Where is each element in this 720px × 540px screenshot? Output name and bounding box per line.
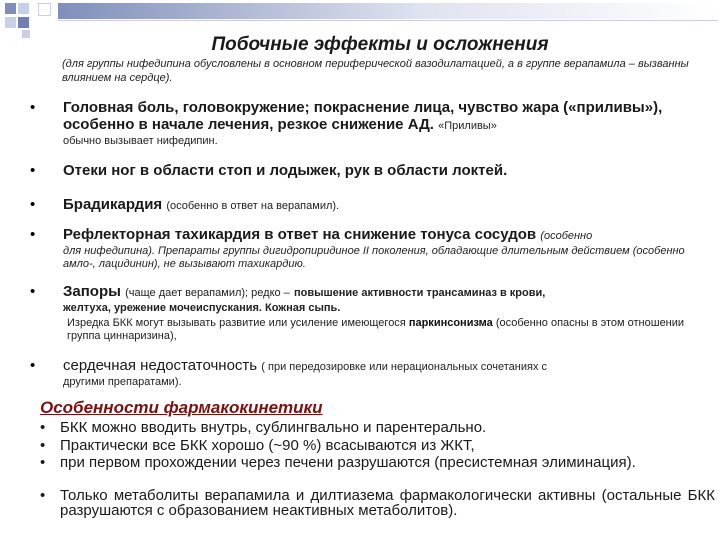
item-text: Запоры	[63, 283, 121, 300]
item-subtext: обычно вызывает нифедипин.	[63, 135, 218, 147]
list-item	[30, 162, 715, 179]
header-line	[58, 20, 718, 21]
bullet: •	[40, 419, 46, 436]
pk-list-item	[40, 488, 715, 518]
deco-square	[5, 17, 16, 28]
item-text: Отеки ног в области стоп и лодыжек, рук в области локтей.	[63, 162, 508, 179]
deco-square	[38, 3, 51, 16]
deco-square	[18, 17, 29, 28]
item-note: ( при передозировке или нерациональных сочетаниях с	[261, 361, 548, 373]
item-text: Рефлекторная тахикардия в ответ на снижение тонуса сосудов	[63, 226, 537, 243]
list-item	[30, 283, 715, 343]
item-bold-tail: повышение активности трансаминаз в крови,	[293, 287, 546, 299]
pk-item-text: Только метаболиты верапамила и дилтиазема фармакологически активны (остальные БКК разрушаются с образованием неактивных метаболитов).	[60, 487, 715, 519]
pk-item-text: БКК можно вводить внутрь, сублингвально и парентерально.	[60, 419, 487, 436]
item-note: «Приливы»	[438, 120, 497, 132]
item-text: сердечная недостаточность	[63, 357, 258, 374]
page-title: Побочные эффекты и осложнения	[211, 34, 549, 55]
item-subtext-bold: желтуха, урежение мочеиспускания. Кожная сыпь.	[63, 302, 341, 314]
deco-square	[22, 30, 30, 38]
list-item	[30, 357, 715, 389]
deco-square	[18, 3, 29, 14]
item-subtext: для нифедипина). Препараты группы дигидропиридиное II поколения, обладающие длительным действием (особенно амло-, лацидинин), не вызывают тахикардию.	[63, 245, 685, 270]
bullet: •	[40, 437, 46, 454]
bullet: •	[30, 99, 36, 116]
item-note: (особенно	[540, 230, 593, 242]
list-item	[30, 99, 715, 148]
list-item	[30, 226, 715, 271]
item-subtext-tail: (особенно опасны в этом отношении группа циннаризина),	[67, 317, 685, 342]
item-note: (чаще дает верапамил); редко –	[125, 287, 290, 299]
item-text: Брадикардия	[63, 196, 163, 213]
bullet: •	[30, 226, 36, 243]
list-item	[30, 196, 715, 215]
section-title-pharmacokinetics: Особенности фармакокинетики	[40, 398, 323, 417]
deco-square	[5, 3, 16, 14]
pk-item-text: при первом прохождении через печени разрушаются (пресистемная элиминация).	[60, 454, 636, 471]
bullet: •	[40, 487, 46, 504]
header-bar	[58, 3, 718, 19]
item-subtext-strong: паркинсонизма	[408, 317, 493, 329]
bullet: •	[30, 283, 36, 300]
pk-list-item	[40, 438, 715, 453]
bullet: •	[30, 162, 36, 179]
bullet: •	[30, 357, 36, 374]
pk-item-text: Практически все БКК хорошо (~90 %) всасываются из ЖКТ,	[60, 437, 475, 454]
pk-list-item	[40, 420, 715, 435]
bullet: •	[30, 196, 36, 213]
subtitle-note: (для группы нифедипина обусловлены в основном периферической вазодилатацией, а в группе верапамила – вызванны влиянием на сердце).	[62, 58, 689, 84]
item-text: Головная боль, головокружение; покраснение лица, чувство жара («приливы»), особенно в начале лечения, резкое снижение АД.	[63, 99, 663, 133]
bullet: •	[40, 454, 46, 471]
pk-list-item	[40, 455, 715, 470]
item-subtext: Изредка БКК могут вызывать развитие или усиление имеющегося	[67, 317, 406, 329]
item-subtext: другими препаратами).	[63, 376, 182, 388]
item-note: (особенно в ответ на верапамил).	[166, 200, 340, 212]
